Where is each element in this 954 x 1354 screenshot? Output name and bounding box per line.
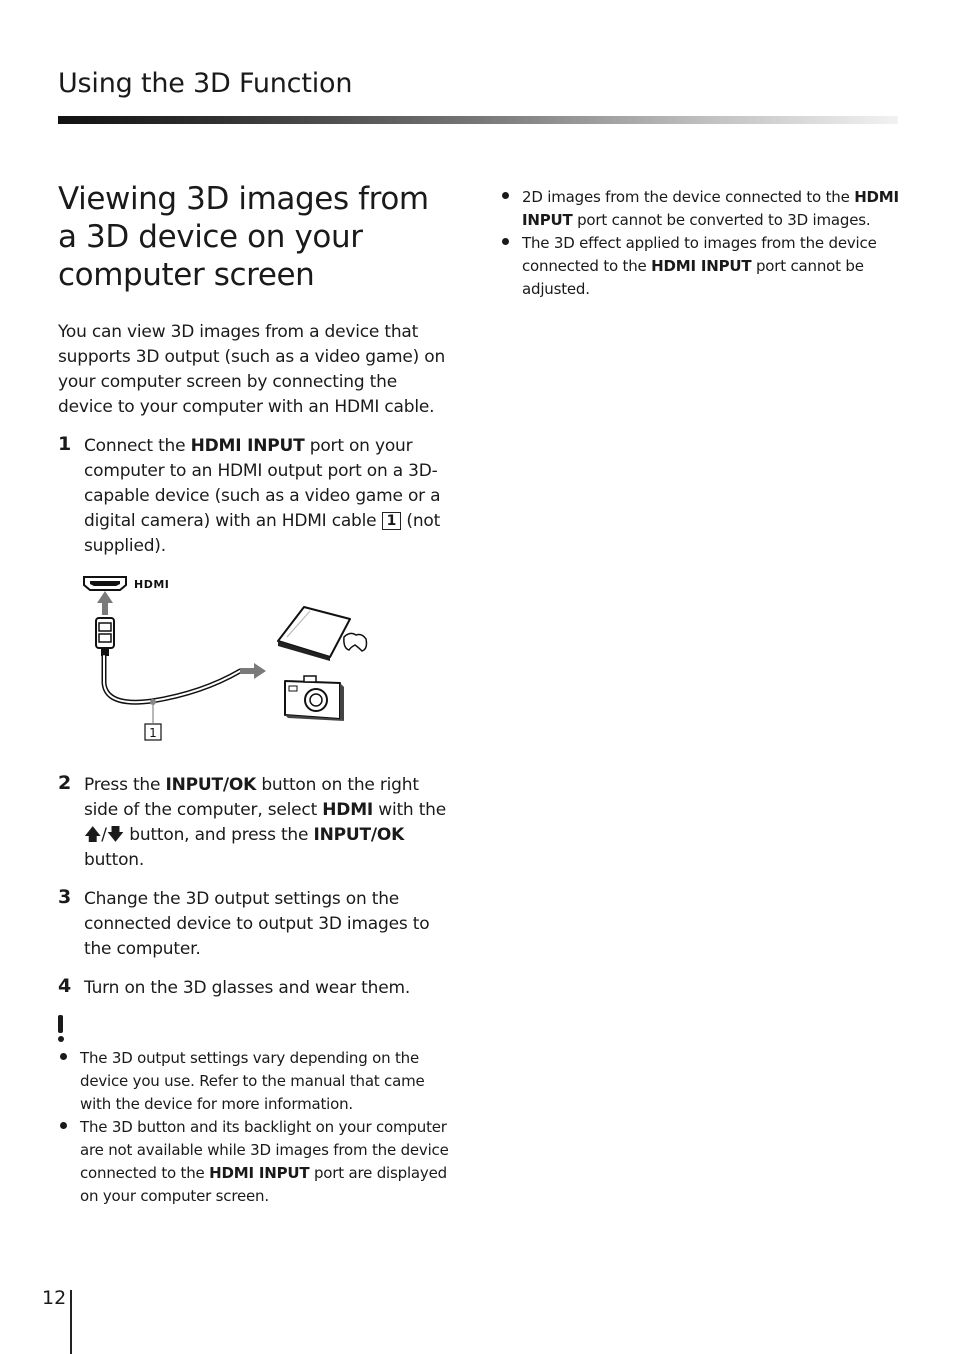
button-name: INPUT/OK	[313, 825, 405, 845]
port-name: HDMI INPUT	[522, 188, 899, 229]
list-item: The 3D output settings vary depending on the device you use. Refer to the manual that came with the device for more information.	[58, 1047, 456, 1116]
list-item: The 3D button and its backlight on your computer are not available while 3D images from the device connected to the HDMI INPUT port are displayed on your computer screen.	[58, 1116, 456, 1208]
step-number: 1	[58, 433, 72, 455]
right-column	[500, 186, 900, 301]
hdmi-connection-diagram	[82, 571, 382, 751]
notes-list	[58, 1047, 456, 1208]
list-item: The 3D effect applied to images from the device connected to the HDMI INPUT port cannot be adjusted.	[500, 232, 900, 301]
hdmi-logo-text: HDMI	[134, 578, 170, 591]
right-arrow-icon	[240, 663, 266, 679]
port-name: HDMI INPUT	[209, 1164, 310, 1182]
step-number: 2	[58, 772, 72, 794]
intro-paragraph: You can view 3D images from a device that supports 3D output (such as a video game) on your computer screen by connecting the device to your computer with an HDMI cable.	[58, 322, 446, 417]
digital-camera-icon	[285, 676, 344, 721]
page-title: Viewing 3D images from a 3D device on your computer screen	[58, 181, 429, 293]
up-down-arrow-icon: 🡅/🡇	[84, 825, 125, 845]
up-arrow-icon	[97, 591, 113, 615]
button-name: INPUT/OK	[165, 775, 257, 795]
left-column	[58, 180, 456, 1208]
port-name: HDMI INPUT	[190, 436, 305, 456]
hdmi-cable	[104, 656, 240, 702]
step-number: 3	[58, 886, 72, 908]
caution-icon	[58, 1015, 64, 1043]
port-name: HDMI INPUT	[651, 257, 752, 275]
page-margin-rule	[70, 1290, 72, 1354]
diagram-callout: 1	[149, 726, 157, 740]
hdmi-port-icon	[84, 577, 126, 590]
section-header: Using the 3D Function	[58, 68, 353, 99]
header-rule	[58, 116, 898, 124]
step-number: 4	[58, 975, 72, 997]
right-notes-list	[500, 186, 900, 301]
game-console-icon	[278, 607, 367, 661]
hdmi-plug-icon	[96, 618, 114, 656]
step-4: 4 Turn on the 3D glasses and wear them.	[58, 975, 411, 998]
step-2: 2 Press the INPUT/OK button on the right side of the computer, select HDMI with the 🡅/🡇 button, and press the INPUT/OK button.	[58, 772, 447, 870]
callout-box: 1	[382, 512, 402, 530]
step-3: 3 Change the 3D output settings on the connected device to output 3D images to the computer.	[58, 886, 430, 959]
page-number: 12	[42, 1287, 67, 1309]
list-item: 2D images from the device connected to the HDMI INPUT port cannot be converted to 3D images.	[500, 186, 900, 232]
step-1: 1 Connect the HDMI INPUT port on your computer to an HDMI output port on a 3D-capable device (such as a video game or a digital camera) with an HDMI cable 1 (not supplied).	[58, 433, 441, 556]
input-name: HDMI	[322, 800, 374, 820]
